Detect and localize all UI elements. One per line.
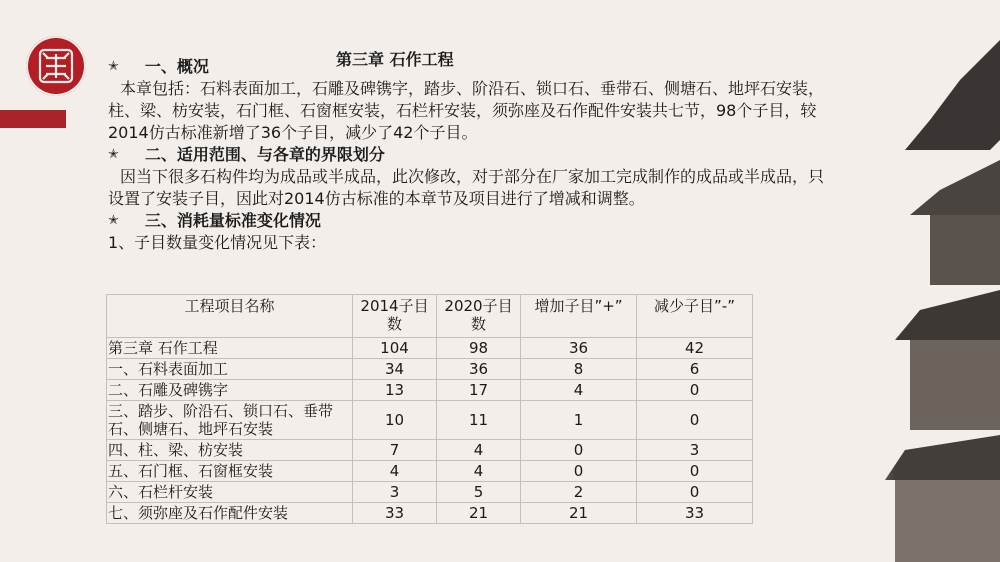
table-cell: 104 xyxy=(353,338,437,359)
table-cell: 4 xyxy=(437,461,521,482)
table-cell: 二、石雕及碑镌字 xyxy=(107,380,353,401)
section-paragraph: 本章包括：石料表面加工，石雕及碑镌字，踏步、阶沿石、锁口石、垂带石、侧塘石、地坪石安装，柱、梁、枋安装，石门框、石窗框安装，石栏杆安装，须弥座及石作配件安装共七节，98个子目，较2014仿古标准新增了36个子目，减少了42个子目。 xyxy=(108,79,825,142)
page-title: 第三章 石作工程 xyxy=(336,50,454,69)
table-cell: 17 xyxy=(437,380,521,401)
table-cell: 0 xyxy=(637,401,753,440)
table-header-cell: 增加子目”+” xyxy=(521,295,637,338)
table-cell: 6 xyxy=(637,359,753,380)
section-heading-text: 二、适用范围、与各章的界限划分 xyxy=(144,145,385,164)
star-icon: ✭ xyxy=(108,59,119,74)
ornament-logo-icon xyxy=(26,36,86,96)
table-cell: 1 xyxy=(521,401,637,440)
table-cell: 8 xyxy=(521,359,637,380)
table-row xyxy=(107,338,753,359)
table-cell: 3 xyxy=(353,482,437,503)
table-row xyxy=(107,380,753,401)
section-paragraph: 1、子目数量变化情况见下表： xyxy=(108,233,327,252)
table-header-row xyxy=(107,295,753,338)
table-row xyxy=(107,401,753,440)
table-cell: 11 xyxy=(437,401,521,440)
table-header-cell: 工程项目名称 xyxy=(107,295,353,338)
section-paragraph: 因当下很多石构件均为成品或半成品，此次修改，对于部分在厂家加工完成制作的成品或半成品，只设置了安装子目，因此对2014仿古标准的本章节及项目进行了增减和调整。 xyxy=(108,167,825,208)
table-cell: 0 xyxy=(637,461,753,482)
pagoda-illustration xyxy=(810,40,1000,562)
section-heading xyxy=(108,210,838,232)
table-cell: 2 xyxy=(521,482,637,503)
table-cell: 36 xyxy=(437,359,521,380)
table-row xyxy=(107,440,753,461)
table-header-cell: 2014子目数 xyxy=(353,295,437,338)
table-cell: 0 xyxy=(637,380,753,401)
table-cell: 六、石栏杆安装 xyxy=(107,482,353,503)
item-count-table xyxy=(106,294,753,524)
section-heading xyxy=(108,56,838,78)
table-cell: 4 xyxy=(521,380,637,401)
table-row xyxy=(107,461,753,482)
star-icon: ✭ xyxy=(108,147,119,162)
table-header-cell: 减少子目”-” xyxy=(637,295,753,338)
table-cell: 5 xyxy=(437,482,521,503)
table-cell: 四、柱、梁、枋安装 xyxy=(107,440,353,461)
table-row xyxy=(107,359,753,380)
table-row xyxy=(107,503,753,524)
table-cell: 21 xyxy=(437,503,521,524)
table-cell: 一、石料表面加工 xyxy=(107,359,353,380)
table-cell: 42 xyxy=(637,338,753,359)
table-cell: 21 xyxy=(521,503,637,524)
table-cell: 10 xyxy=(353,401,437,440)
table-cell: 33 xyxy=(637,503,753,524)
section-heading-text: 一、概况 xyxy=(144,57,209,76)
table-cell: 7 xyxy=(353,440,437,461)
table-cell: 4 xyxy=(353,461,437,482)
table-cell: 13 xyxy=(353,380,437,401)
table-cell: 0 xyxy=(521,461,637,482)
content-body xyxy=(108,56,838,254)
accent-bar xyxy=(0,110,66,128)
table-cell: 4 xyxy=(437,440,521,461)
table-cell: 34 xyxy=(353,359,437,380)
table-cell: 三、踏步、阶沿石、锁口石、垂带石、侧塘石、地坪石安装 xyxy=(107,401,353,440)
table-cell: 36 xyxy=(521,338,637,359)
star-icon: ✭ xyxy=(108,213,119,228)
section-heading-text: 三、消耗量标准变化情况 xyxy=(144,211,321,230)
table-cell: 七、须弥座及石作配件安装 xyxy=(107,503,353,524)
table-cell: 五、石门框、石窗框安装 xyxy=(107,461,353,482)
section-heading xyxy=(108,144,838,166)
table-cell: 0 xyxy=(521,440,637,461)
table-cell: 3 xyxy=(637,440,753,461)
table-cell: 第三章 石作工程 xyxy=(107,338,353,359)
table-cell: 98 xyxy=(437,338,521,359)
table-cell: 0 xyxy=(637,482,753,503)
table-row xyxy=(107,482,753,503)
table-header-cell: 2020子目数 xyxy=(437,295,521,338)
table-cell: 33 xyxy=(353,503,437,524)
